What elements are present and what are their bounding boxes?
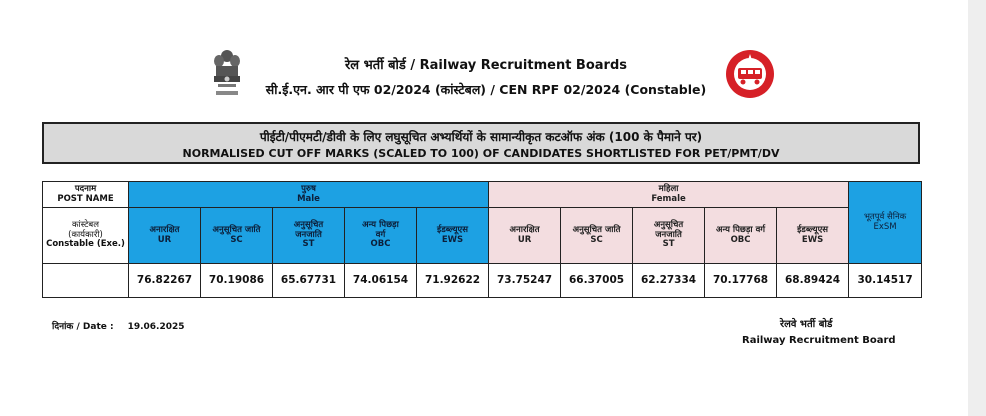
table-title-english: NORMALISED CUT OFF MARKS (SCALED TO 100) OF CANDIDATES SHORTLISTED FOR PET/PMT/DV (182, 147, 780, 160)
female-category-obc: अन्य पिछड़ा वर्ग OBC (705, 208, 777, 264)
date-line (52, 319, 185, 332)
male-category-st: अनुसूचित जनजाति ST (273, 208, 345, 264)
male-hindi: पुरुष (301, 183, 316, 194)
table-row (43, 264, 922, 298)
value-male-obc: 74.06154 (345, 264, 417, 298)
value-female-sc: 66.37005 (561, 264, 633, 298)
date-value: 19.06.2025 (127, 322, 185, 332)
male-category-obc: अन्य पिछड़ा वर्ग OBC (345, 208, 417, 264)
post-hindi: कांस्टेबल (72, 219, 99, 230)
female-category-ur: अनारक्षित UR (489, 208, 561, 264)
female-group-header (489, 182, 849, 208)
value-female-ews: 68.89424 (777, 264, 849, 298)
female-english: Female (651, 193, 686, 204)
signature-hindi: रेलवे भर्ती बोर्ड (780, 319, 833, 330)
post-name-english: POST NAME (57, 193, 114, 204)
value-female-st: 62.27334 (633, 264, 705, 298)
indian-railways-logo-icon (722, 48, 778, 100)
male-group-header (129, 182, 489, 208)
post-hindi-sub: (कार्यकारी) (68, 229, 103, 240)
table-title-box (42, 122, 920, 164)
male-english: Male (297, 193, 320, 204)
exsm-hindi: भूतपूर्व सैनिक (863, 211, 907, 222)
female-hindi: महिला (658, 183, 679, 194)
value-female-ur: 73.75247 (489, 264, 561, 298)
male-category-ur: अनारक्षित UR (129, 208, 201, 264)
female-category-ews: ईडब्ल्यूएस EWS (777, 208, 849, 264)
signature-english: Railway Recruitment Board (742, 335, 896, 346)
value-female-obc: 70.17768 (705, 264, 777, 298)
value-male-sc: 70.19086 (201, 264, 273, 298)
value-post-empty (43, 264, 129, 298)
cutoff-marks-table (42, 181, 922, 298)
post-english: Constable (Exe.) (46, 239, 125, 250)
post-name-hindi: पदनाम (74, 183, 97, 194)
male-category-ews: ईडब्ल्यूएस EWS (417, 208, 489, 264)
male-category-sc: अनुसूचित जाति SC (201, 208, 273, 264)
table-title-hindi: पीईटी/पीएमटी/डीवी के लिए लघुसूचित अभ्यर्थियों के सामान्यीकृत कटऑफ अंक (100 के पैमाने पर) (259, 130, 703, 144)
value-male-ur: 76.82267 (129, 264, 201, 298)
value-male-st: 65.67731 (273, 264, 345, 298)
female-category-st: अनुसूचित जनजाति ST (633, 208, 705, 264)
post-cell (43, 208, 129, 264)
female-category-sc: अनुसूचित जाति SC (561, 208, 633, 264)
value-exsm: 30.14517 (849, 264, 922, 298)
national-emblem-icon (208, 48, 246, 104)
date-label: दिनांक / Date : (52, 322, 114, 332)
exsm-header (849, 182, 922, 264)
exsm-english: ExSM (873, 221, 897, 232)
page-edge-shadow (968, 0, 986, 416)
header-title: रेल भर्ती बोर्ड / Railway Recruitment Boards (344, 58, 627, 73)
value-male-ews: 71.92622 (417, 264, 489, 298)
post-name-header (43, 182, 129, 208)
header-subtitle: सी.ई.एन. आर पी एफ 02/2024 (कांस्टेबल) / CEN RPF 02/2024 (Constable) (265, 82, 707, 97)
